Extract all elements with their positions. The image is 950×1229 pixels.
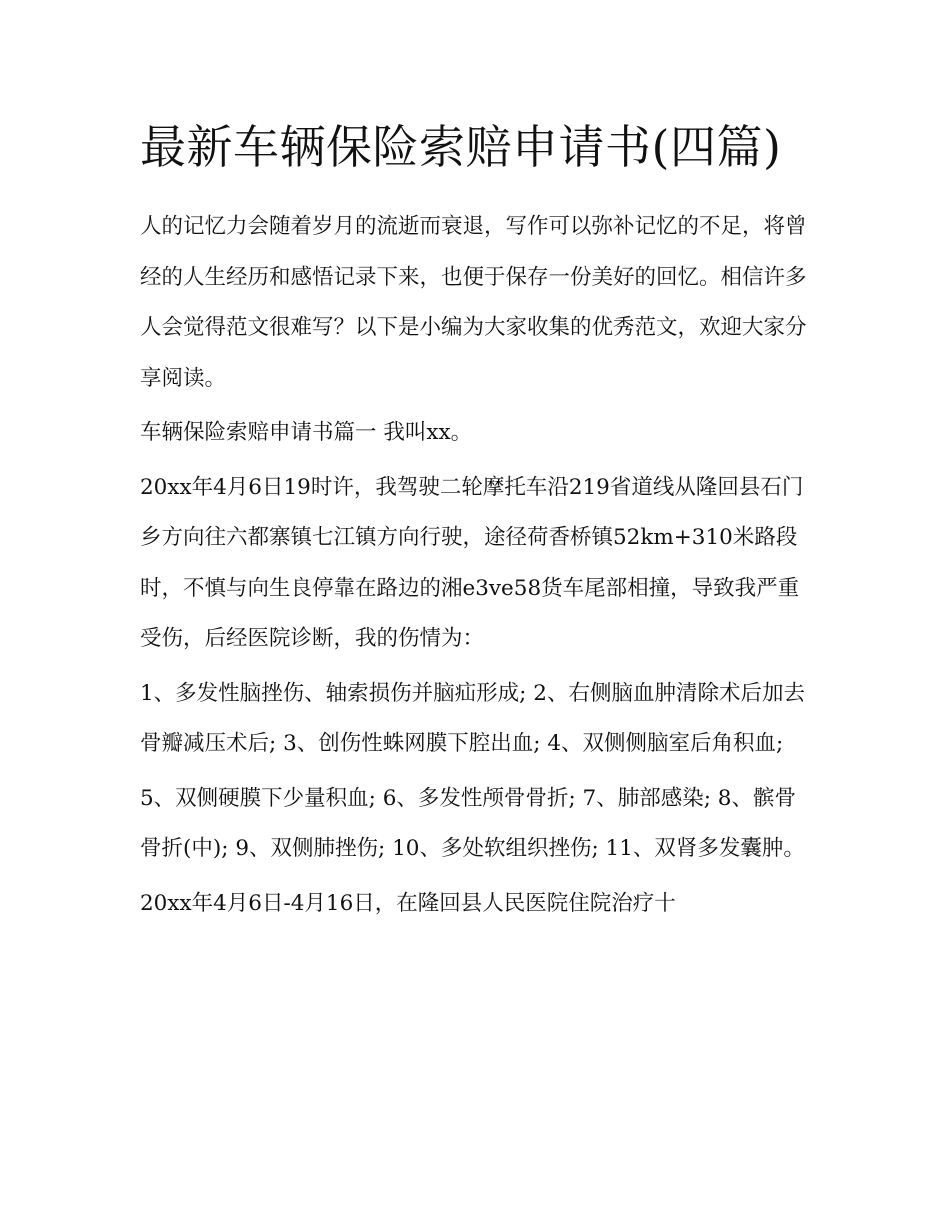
hospital-stay-paragraph: 20xx年4月6日-4月16日，在隆回县人民医院住院治疗十 bbox=[140, 890, 676, 916]
injury-list-paragraph-1: 1、多发性脑挫伤、轴索损伤并脑疝形成; 2、右侧脑血肿清除术后加去骨瓣减压术后; 3、创伤性蛛网膜下腔出血; 4、双侧侧脑室后角积血; bbox=[140, 680, 805, 756]
document-title: 最新车辆保险索赔申请书(四篇) bbox=[140, 120, 782, 174]
intro-paragraph: 人的记忆力会随着岁月的流逝而衰退，写作可以弥补记忆的不足，将曾经的人生经历和感悟记录下来，也便于保存一份美好的回忆。相信许多人会觉得范文很难写？以下是小编为大家收集的优秀范文，欢迎大家分享阅读。 bbox=[140, 214, 807, 391]
section-heading-paragraph: 车辆保险索赔申请书篇一 我叫xx。 bbox=[140, 420, 473, 445]
document-paragraphs bbox=[140, 202, 812, 929]
document-body bbox=[140, 110, 812, 933]
accident-description-paragraph: 20xx年4月6日19时许，我驾驶二轮摩托车沿219省道线从隆回县石门乡方向往六都寨镇七江镇方向行驶，途径荷香桥镇52km+310米路段时，不慎与向生良停靠在路边的湘e3ve58货车尾部相撞，导致我严重受伤，后经医院诊断，我的伤情为： bbox=[140, 474, 804, 651]
injury-list-paragraph-2: 5、双侧硬膜下少量积血; 6、多发性颅骨骨折; 7、肺部感染; 8、髌骨骨折(中); 9、双侧肺挫伤; 10、多处软组织挫伤; 11、双肾多发囊肿。 bbox=[140, 785, 805, 861]
